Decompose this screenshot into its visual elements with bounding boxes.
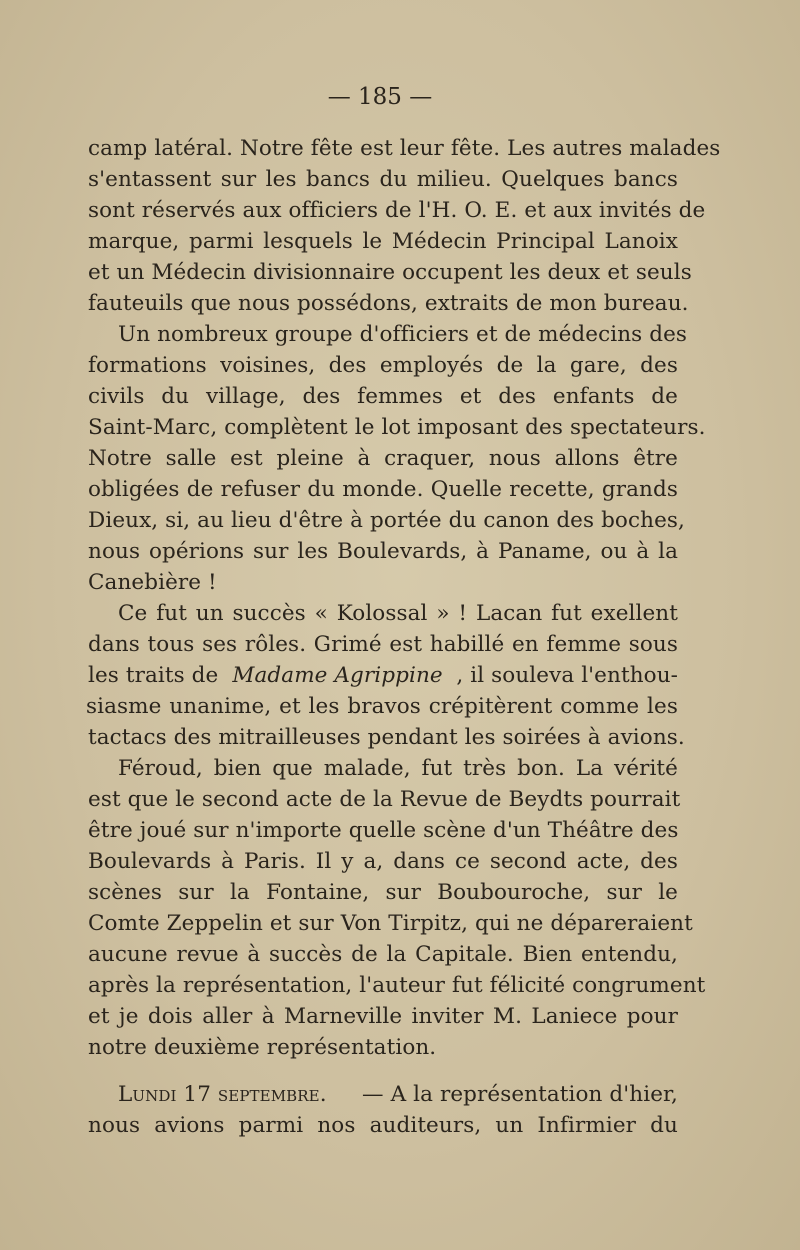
text-line: Comte Zeppelin et sur Von Tirpitz, qui ne dépareraient xyxy=(88,911,693,936)
text-line: après la représentation, l'auteur fut félicité congrument xyxy=(88,973,706,998)
italic-title: Madame Agrippine xyxy=(232,663,443,688)
text-line: nous avions parmi nos auditeurs, un Infirmier du xyxy=(88,1113,678,1138)
text-line: tactacs des mitrailleuses pendant les soirées à avions. xyxy=(88,725,685,750)
text-line: marque, parmi lesquels le Médecin Principal Lanoix xyxy=(88,229,678,254)
text-line: formations voisines, des employés de la gare, des xyxy=(88,353,678,378)
text-line: notre deuxième représentation. xyxy=(88,1035,437,1060)
text-line: fauteuils que nous possédons, extraits de mon bureau. xyxy=(88,291,689,316)
text-line: Dieux, si, au lieu d'être à portée du canon des boches, xyxy=(88,508,685,533)
text-line xyxy=(118,1080,678,1110)
text-line: être joué sur n'importe quelle scène d'un Théâtre des xyxy=(88,818,679,843)
text-line: et je dois aller à Marneville inviter M. Laniece pour xyxy=(88,1004,678,1029)
text-line: Ce fut un succès « Kolossal » ! Lacan fut exellent xyxy=(118,601,678,626)
text-line: est que le second acte de la Revue de Beydts pourrait xyxy=(88,787,681,812)
text-line: camp latéral. Notre fête est leur fête. Les autres malades xyxy=(88,136,721,161)
text-line: nous opérions sur les Boulevards, à Paname, ou à la xyxy=(88,539,678,564)
text-line: siasme unanime, et les bravos crépitèrent comme les xyxy=(86,694,678,719)
text-segment xyxy=(218,661,678,691)
text-line: dans tous ses rôles. Grimé est habillé en femme sous xyxy=(88,632,678,657)
text-segment: , il souleva l'enthou- xyxy=(456,663,678,688)
text-line: Canebière ! xyxy=(88,570,217,595)
date-heading: Lundi 17 septembre. xyxy=(118,1082,327,1107)
text-line: Féroud, bien que malade, fut très bon. La vérité xyxy=(118,756,678,781)
text-line: sont réservés aux officiers de l'H. O. E. et aux invités de xyxy=(88,198,706,223)
text-segment: — A la représentation d'hier, xyxy=(362,1082,678,1107)
text-line: Boulevards à Paris. Il y a, dans ce second acte, des xyxy=(88,849,678,874)
text-line: obligées de refuser du monde. Quelle recette, grands xyxy=(88,477,678,502)
text-line: civils du village, des femmes et des enfants de xyxy=(88,384,678,409)
text-line: scènes sur la Fontaine, sur Boubouroche, sur le xyxy=(88,880,678,905)
text-line: Saint-Marc, complètent le lot imposant des spectateurs. xyxy=(88,415,706,440)
text-line: et un Médecin divisionnaire occupent les deux et seuls xyxy=(88,260,692,285)
page-number: — 185 — xyxy=(327,84,433,110)
text-segment: les traits de xyxy=(88,663,219,688)
text-line: Notre salle est pleine à craquer, nous allons être xyxy=(88,446,678,471)
text-line: s'entassent sur les bancs du milieu. Quelques bancs xyxy=(88,167,678,192)
text-line: aucune revue à succès de la Capitale. Bien entendu, xyxy=(88,942,678,967)
text-line xyxy=(88,661,678,691)
text-line: Un nombreux groupe d'officiers et de médecins des xyxy=(118,322,688,347)
